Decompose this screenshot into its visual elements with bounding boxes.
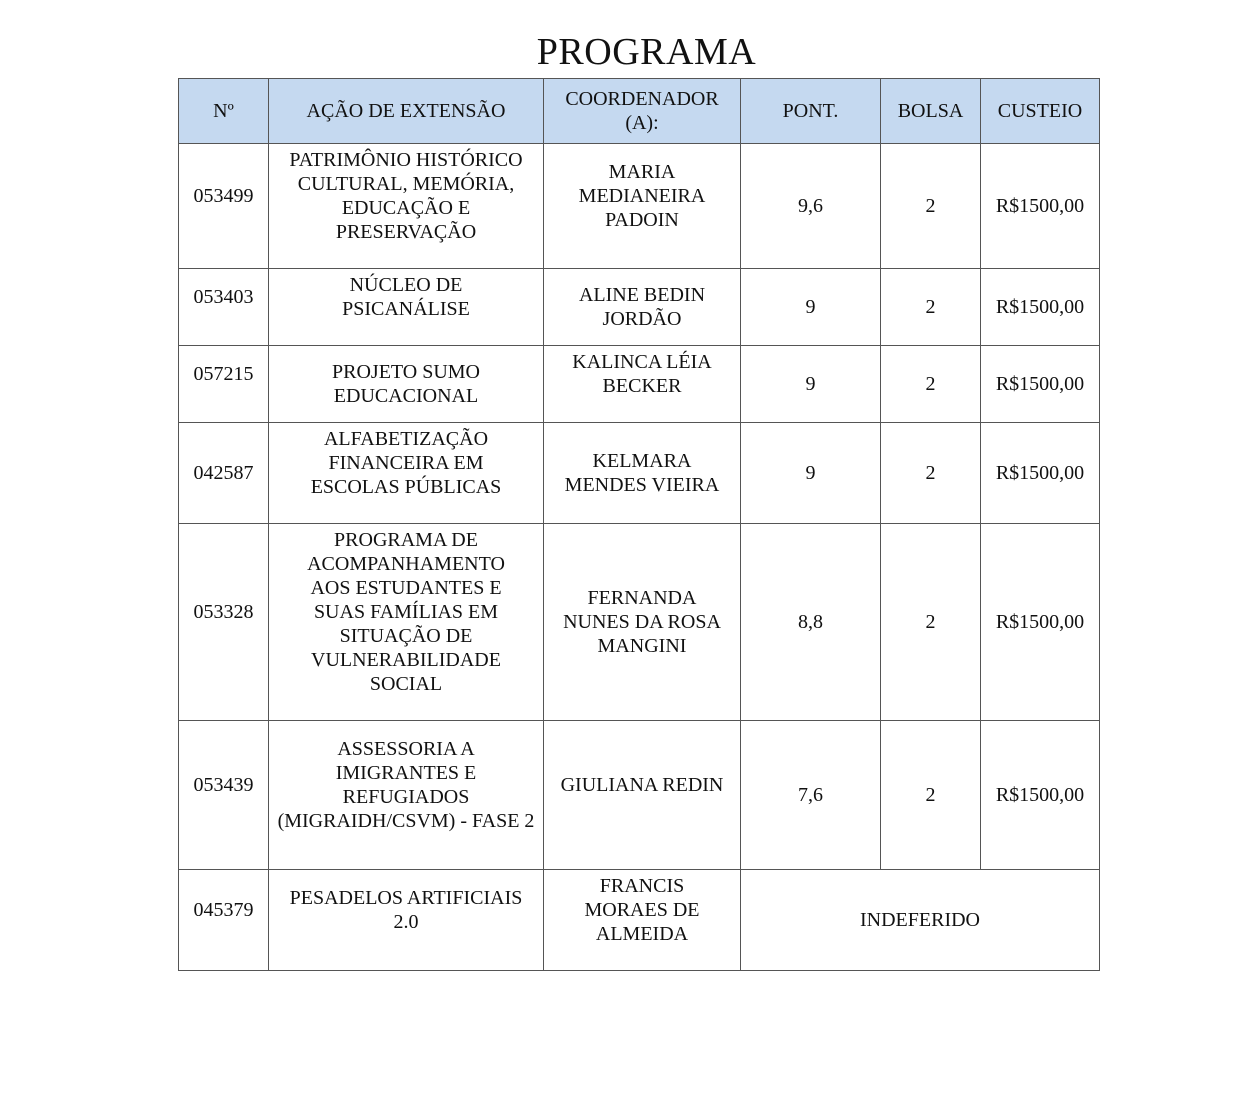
cell-coordenador: FERNANDA NUNES DA ROSA MANGINI <box>544 524 741 721</box>
cell-num: 057215 <box>179 346 269 423</box>
cell-pont: 9,6 <box>741 144 881 269</box>
cell-coordenador: ALINE BEDIN JORDÃO <box>544 269 741 346</box>
header-custeio: CUSTEIO <box>981 79 1100 144</box>
table-header-row <box>179 79 1100 144</box>
header-coordenador: COORDENADOR (A): <box>544 79 741 144</box>
cell-custeio: R$1500,00 <box>981 524 1100 721</box>
cell-coordenador: FRANCIS MORAES DE ALMEIDA <box>544 870 741 971</box>
table-row <box>179 870 1100 971</box>
cell-bolsa: 2 <box>881 144 981 269</box>
cell-acao: PATRIMÔNIO HISTÓRICO CULTURAL, MEMÓRIA, EDUCAÇÃO E PRESERVAÇÃO <box>269 144 544 269</box>
header-num: Nº <box>179 79 269 144</box>
table-row <box>179 346 1100 423</box>
cell-bolsa: 2 <box>881 346 981 423</box>
table-row <box>179 144 1100 269</box>
table-row <box>179 721 1100 870</box>
table-row <box>179 423 1100 524</box>
cell-coordenador: MARIA MEDIANEIRA PADOIN <box>544 144 741 269</box>
header-bolsa: BOLSA <box>881 79 981 144</box>
cell-acao: PROJETO SUMO EDUCACIONAL <box>269 346 544 423</box>
cell-num: 045379 <box>179 870 269 971</box>
cell-status: INDEFERIDO <box>741 870 1100 971</box>
cell-num: 053439 <box>179 721 269 870</box>
cell-custeio: R$1500,00 <box>981 144 1100 269</box>
cell-num: 053499 <box>179 144 269 269</box>
cell-coordenador: KALINCA LÉIA BECKER <box>544 346 741 423</box>
cell-custeio: R$1500,00 <box>981 269 1100 346</box>
cell-coordenador: GIULIANA REDIN <box>544 721 741 870</box>
table-row <box>179 269 1100 346</box>
cell-num: 042587 <box>179 423 269 524</box>
cell-acao: NÚCLEO DE PSICANÁLISE <box>269 269 544 346</box>
cell-custeio: R$1500,00 <box>981 721 1100 870</box>
cell-acao: PROGRAMA DE ACOMPANHAMENTO AOS ESTUDANTES E SUAS FAMÍLIAS EM SITUAÇÃO DE VULNERABILIDADE SOCIAL <box>269 524 544 721</box>
cell-num: 053328 <box>179 524 269 721</box>
cell-custeio: R$1500,00 <box>981 346 1100 423</box>
cell-bolsa: 2 <box>881 269 981 346</box>
table-row <box>179 524 1100 721</box>
cell-bolsa: 2 <box>881 721 981 870</box>
cell-acao: PESADELOS ARTIFICIAIS 2.0 <box>269 870 544 971</box>
cell-num: 053403 <box>179 269 269 346</box>
page-title: PROGRAMA <box>536 31 757 73</box>
cell-pont: 9 <box>741 423 881 524</box>
cell-pont: 9 <box>741 269 881 346</box>
cell-pont: 8,8 <box>741 524 881 721</box>
cell-bolsa: 2 <box>881 423 981 524</box>
cell-pont: 9 <box>741 346 881 423</box>
header-pont: PONT. <box>741 79 881 144</box>
cell-bolsa: 2 <box>881 524 981 721</box>
header-acao: AÇÃO DE EXTENSÃO <box>269 79 544 144</box>
cell-coordenador: KELMARA MENDES VIEIRA <box>544 423 741 524</box>
cell-custeio: R$1500,00 <box>981 423 1100 524</box>
cell-acao: ASSESSORIA A IMIGRANTES E REFUGIADOS (MIGRAIDH/CSVM) - FASE 2 <box>269 721 544 870</box>
program-table <box>178 78 1100 971</box>
cell-acao: ALFABETIZAÇÃO FINANCEIRA EM ESCOLAS PÚBLICAS <box>269 423 544 524</box>
cell-pont: 7,6 <box>741 721 881 870</box>
